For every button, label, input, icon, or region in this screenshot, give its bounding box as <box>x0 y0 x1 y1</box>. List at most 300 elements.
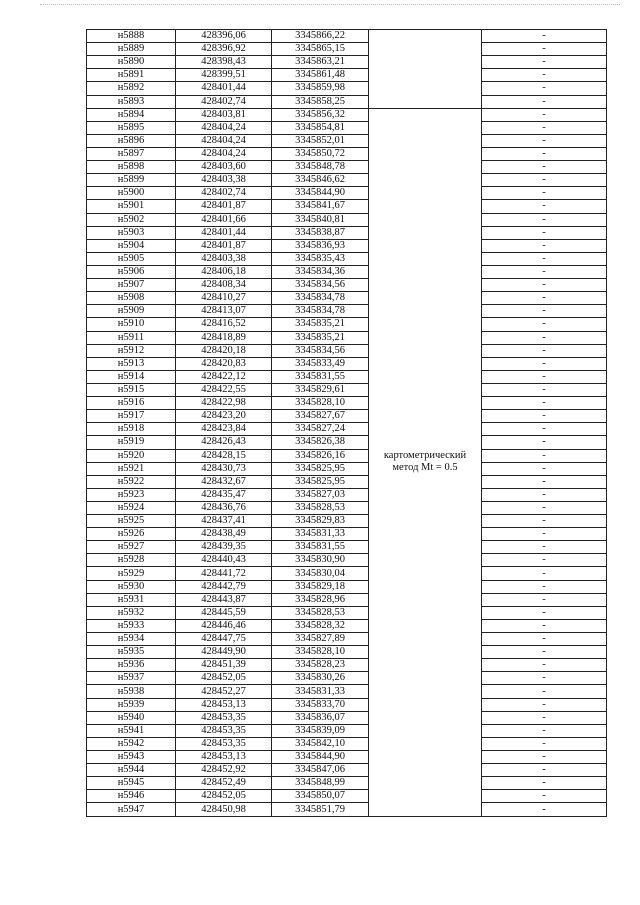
description-cell: - <box>482 698 607 711</box>
table-row <box>87 593 607 606</box>
description-cell: - <box>482 606 607 619</box>
table-row <box>87 43 607 56</box>
description-cell: - <box>482 279 607 292</box>
description-cell: - <box>482 252 607 265</box>
table-row <box>87 213 607 226</box>
description-cell: - <box>482 751 607 764</box>
y-coordinate-cell: 3345844,90 <box>272 751 369 764</box>
description-cell: - <box>482 213 607 226</box>
table-row <box>87 567 607 580</box>
x-coordinate-cell: 428423,84 <box>176 423 272 436</box>
x-coordinate-cell: 428452,05 <box>176 790 272 803</box>
table-row <box>87 475 607 488</box>
point-id-cell: н5933 <box>87 619 176 632</box>
table-row <box>87 737 607 750</box>
y-coordinate-cell: 3345826,38 <box>272 436 369 449</box>
description-cell: - <box>482 488 607 501</box>
y-coordinate-cell: 3345847,06 <box>272 764 369 777</box>
point-id-cell: н5931 <box>87 593 176 606</box>
description-cell: - <box>482 95 607 108</box>
y-coordinate-cell: 3345834,78 <box>272 305 369 318</box>
y-coordinate-cell: 3345825,95 <box>272 462 369 475</box>
point-id-cell: н5941 <box>87 724 176 737</box>
x-coordinate-cell: 428401,66 <box>176 213 272 226</box>
x-coordinate-cell: 428418,89 <box>176 331 272 344</box>
y-coordinate-cell: 3345829,83 <box>272 515 369 528</box>
description-cell: - <box>482 265 607 278</box>
x-coordinate-cell: 428438,49 <box>176 528 272 541</box>
point-id-cell: н5900 <box>87 187 176 200</box>
point-id-cell: н5909 <box>87 305 176 318</box>
y-coordinate-cell: 3345828,53 <box>272 606 369 619</box>
x-coordinate-cell: 428452,49 <box>176 777 272 790</box>
description-cell: - <box>482 108 607 121</box>
table-row <box>87 279 607 292</box>
y-coordinate-cell: 3345834,36 <box>272 265 369 278</box>
y-coordinate-cell: 3345826,16 <box>272 449 369 462</box>
description-cell: - <box>482 737 607 750</box>
y-coordinate-cell: 3345854,81 <box>272 121 369 134</box>
y-coordinate-cell: 3345856,32 <box>272 108 369 121</box>
y-coordinate-cell: 3345844,90 <box>272 187 369 200</box>
description-cell: - <box>482 397 607 410</box>
point-id-cell: н5906 <box>87 265 176 278</box>
x-coordinate-cell: 428416,52 <box>176 318 272 331</box>
table-row <box>87 711 607 724</box>
description-cell: - <box>482 318 607 331</box>
y-coordinate-cell: 3345839,09 <box>272 724 369 737</box>
y-coordinate-cell: 3345825,95 <box>272 475 369 488</box>
table-row <box>87 659 607 672</box>
table-row <box>87 803 607 816</box>
description-cell: - <box>482 423 607 436</box>
point-id-cell: н5927 <box>87 541 176 554</box>
point-id-cell: н5926 <box>87 528 176 541</box>
y-coordinate-cell: 3345859,98 <box>272 82 369 95</box>
point-id-cell: н5911 <box>87 331 176 344</box>
x-coordinate-cell: 428398,43 <box>176 56 272 69</box>
x-coordinate-cell: 428435,47 <box>176 488 272 501</box>
x-coordinate-cell: 428453,35 <box>176 711 272 724</box>
point-id-cell: н5908 <box>87 292 176 305</box>
table-row <box>87 383 607 396</box>
table-row <box>87 619 607 632</box>
description-cell: - <box>482 475 607 488</box>
point-id-cell: н5924 <box>87 501 176 514</box>
description-cell: - <box>482 305 607 318</box>
x-coordinate-cell: 428404,24 <box>176 134 272 147</box>
table-row <box>87 344 607 357</box>
x-coordinate-cell: 428426,43 <box>176 436 272 449</box>
description-cell: - <box>482 69 607 82</box>
description-cell: - <box>482 593 607 606</box>
y-coordinate-cell: 3345828,32 <box>272 619 369 632</box>
x-coordinate-cell: 428396,06 <box>176 30 272 43</box>
x-coordinate-cell: 428453,13 <box>176 751 272 764</box>
point-id-cell: н5893 <box>87 95 176 108</box>
description-cell: - <box>482 344 607 357</box>
x-coordinate-cell: 428453,35 <box>176 737 272 750</box>
y-coordinate-cell: 3345846,62 <box>272 174 369 187</box>
table-row <box>87 252 607 265</box>
description-cell: - <box>482 462 607 475</box>
table-row <box>87 265 607 278</box>
x-coordinate-cell: 428432,67 <box>176 475 272 488</box>
point-id-cell: н5943 <box>87 751 176 764</box>
table-row <box>87 331 607 344</box>
table-row <box>87 226 607 239</box>
x-coordinate-cell: 428453,13 <box>176 698 272 711</box>
point-id-cell: н5947 <box>87 803 176 816</box>
description-cell: - <box>482 685 607 698</box>
point-id-cell: н5890 <box>87 56 176 69</box>
point-id-cell: н5897 <box>87 147 176 160</box>
x-coordinate-cell: 428449,90 <box>176 646 272 659</box>
description-cell: - <box>482 121 607 134</box>
point-id-cell: н5939 <box>87 698 176 711</box>
description-cell: - <box>482 515 607 528</box>
y-coordinate-cell: 3345834,56 <box>272 279 369 292</box>
x-coordinate-cell: 428452,92 <box>176 764 272 777</box>
x-coordinate-cell: 428452,27 <box>176 685 272 698</box>
y-coordinate-cell: 3345828,10 <box>272 646 369 659</box>
description-cell: - <box>482 187 607 200</box>
x-coordinate-cell: 428408,34 <box>176 279 272 292</box>
description-cell: - <box>482 646 607 659</box>
table-row <box>87 672 607 685</box>
description-cell: - <box>482 672 607 685</box>
y-coordinate-cell: 3345838,87 <box>272 226 369 239</box>
point-id-cell: н5913 <box>87 357 176 370</box>
point-id-cell: н5918 <box>87 423 176 436</box>
table-row <box>87 174 607 187</box>
y-coordinate-cell: 3345828,53 <box>272 501 369 514</box>
method-cell <box>369 108 482 816</box>
table-row <box>87 606 607 619</box>
description-cell: - <box>482 43 607 56</box>
point-id-cell: н5929 <box>87 567 176 580</box>
y-coordinate-cell: 3345850,07 <box>272 790 369 803</box>
x-coordinate-cell: 428423,20 <box>176 410 272 423</box>
point-id-cell: н5903 <box>87 226 176 239</box>
x-coordinate-cell: 428437,41 <box>176 515 272 528</box>
x-coordinate-cell: 428447,75 <box>176 633 272 646</box>
y-coordinate-cell: 3345833,49 <box>272 357 369 370</box>
point-id-cell: н5899 <box>87 174 176 187</box>
x-coordinate-cell: 428401,44 <box>176 226 272 239</box>
y-coordinate-cell: 3345863,21 <box>272 56 369 69</box>
y-coordinate-cell: 3345848,99 <box>272 777 369 790</box>
y-coordinate-cell: 3345828,23 <box>272 659 369 672</box>
description-cell: - <box>482 331 607 344</box>
description-cell: - <box>482 56 607 69</box>
y-coordinate-cell: 3345865,15 <box>272 43 369 56</box>
y-coordinate-cell: 3345840,81 <box>272 213 369 226</box>
table-row <box>87 698 607 711</box>
description-cell: - <box>482 777 607 790</box>
x-coordinate-cell: 428399,51 <box>176 69 272 82</box>
y-coordinate-cell: 3345831,33 <box>272 528 369 541</box>
description-cell: - <box>482 580 607 593</box>
table-row <box>87 305 607 318</box>
description-cell: - <box>482 764 607 777</box>
y-coordinate-cell: 3345858,25 <box>272 95 369 108</box>
table-row <box>87 751 607 764</box>
description-cell: - <box>482 501 607 514</box>
table-row <box>87 790 607 803</box>
point-id-cell: н5896 <box>87 134 176 147</box>
y-coordinate-cell: 3345836,07 <box>272 711 369 724</box>
point-id-cell: н5912 <box>87 344 176 357</box>
point-id-cell: н5919 <box>87 436 176 449</box>
point-id-cell: н5922 <box>87 475 176 488</box>
table-row <box>87 95 607 108</box>
coordinates-table <box>86 29 607 817</box>
x-coordinate-cell: 428403,81 <box>176 108 272 121</box>
x-coordinate-cell: 428422,55 <box>176 383 272 396</box>
description-cell: - <box>482 619 607 632</box>
description-cell: - <box>482 436 607 449</box>
x-coordinate-cell: 428441,72 <box>176 567 272 580</box>
point-id-cell: н5937 <box>87 672 176 685</box>
point-id-cell: н5946 <box>87 790 176 803</box>
table-row <box>87 488 607 501</box>
x-coordinate-cell: 428445,59 <box>176 606 272 619</box>
x-coordinate-cell: 428396,92 <box>176 43 272 56</box>
point-id-cell: н5925 <box>87 515 176 528</box>
x-coordinate-cell: 428413,07 <box>176 305 272 318</box>
description-cell: - <box>482 554 607 567</box>
x-coordinate-cell: 428401,87 <box>176 200 272 213</box>
description-cell: - <box>482 82 607 95</box>
point-id-cell: н5902 <box>87 213 176 226</box>
x-coordinate-cell: 428403,38 <box>176 174 272 187</box>
x-coordinate-cell: 428402,74 <box>176 187 272 200</box>
point-id-cell: н5898 <box>87 161 176 174</box>
point-id-cell: н5888 <box>87 30 176 43</box>
point-id-cell: н5905 <box>87 252 176 265</box>
table-row <box>87 777 607 790</box>
point-id-cell: н5920 <box>87 449 176 462</box>
description-cell: - <box>482 370 607 383</box>
x-coordinate-cell: 428404,24 <box>176 147 272 160</box>
table-row <box>87 370 607 383</box>
y-coordinate-cell: 3345835,21 <box>272 318 369 331</box>
table-row <box>87 724 607 737</box>
description-cell: - <box>482 567 607 580</box>
description-cell: - <box>482 724 607 737</box>
description-cell: - <box>482 226 607 239</box>
x-coordinate-cell: 428428,15 <box>176 449 272 462</box>
y-coordinate-cell: 3345830,90 <box>272 554 369 567</box>
x-coordinate-cell: 428401,44 <box>176 82 272 95</box>
x-coordinate-cell: 428403,60 <box>176 161 272 174</box>
x-coordinate-cell: 428404,24 <box>176 121 272 134</box>
point-id-cell: н5923 <box>87 488 176 501</box>
y-coordinate-cell: 3345830,04 <box>272 567 369 580</box>
coordinates-table-body <box>87 30 607 817</box>
x-coordinate-cell: 428420,83 <box>176 357 272 370</box>
table-row <box>87 318 607 331</box>
table-row <box>87 515 607 528</box>
table-row <box>87 423 607 436</box>
point-id-cell: н5935 <box>87 646 176 659</box>
description-cell: - <box>482 200 607 213</box>
table-row <box>87 528 607 541</box>
y-coordinate-cell: 3345831,33 <box>272 685 369 698</box>
point-id-cell: н5928 <box>87 554 176 567</box>
x-coordinate-cell: 428451,39 <box>176 659 272 672</box>
point-id-cell: н5904 <box>87 239 176 252</box>
method-label-line1: картометрический <box>383 450 467 462</box>
y-coordinate-cell: 3345827,24 <box>272 423 369 436</box>
table-row <box>87 134 607 147</box>
y-coordinate-cell: 3345848,78 <box>272 161 369 174</box>
x-coordinate-cell: 428442,79 <box>176 580 272 593</box>
y-coordinate-cell: 3345831,55 <box>272 541 369 554</box>
table-row <box>87 449 607 462</box>
y-coordinate-cell: 3345829,18 <box>272 580 369 593</box>
description-cell: - <box>482 357 607 370</box>
x-coordinate-cell: 428453,35 <box>176 724 272 737</box>
y-coordinate-cell: 3345841,67 <box>272 200 369 213</box>
point-id-cell: н5910 <box>87 318 176 331</box>
y-coordinate-cell: 3345836,93 <box>272 239 369 252</box>
table-row <box>87 200 607 213</box>
point-id-cell: н5932 <box>87 606 176 619</box>
point-id-cell: н5930 <box>87 580 176 593</box>
method-cell-empty <box>369 30 482 109</box>
description-cell: - <box>482 30 607 43</box>
x-coordinate-cell: 428440,43 <box>176 554 272 567</box>
table-row <box>87 121 607 134</box>
description-cell: - <box>482 449 607 462</box>
table-row <box>87 462 607 475</box>
x-coordinate-cell: 428446,46 <box>176 619 272 632</box>
y-coordinate-cell: 3345851,79 <box>272 803 369 816</box>
y-coordinate-cell: 3345866,22 <box>272 30 369 43</box>
y-coordinate-cell: 3345829,61 <box>272 383 369 396</box>
table-row <box>87 239 607 252</box>
description-cell: - <box>482 410 607 423</box>
x-coordinate-cell: 428450,98 <box>176 803 272 816</box>
x-coordinate-cell: 428410,27 <box>176 292 272 305</box>
y-coordinate-cell: 3345852,01 <box>272 134 369 147</box>
y-coordinate-cell: 3345850,72 <box>272 147 369 160</box>
x-coordinate-cell: 428436,76 <box>176 501 272 514</box>
y-coordinate-cell: 3345835,21 <box>272 331 369 344</box>
point-id-cell: н5892 <box>87 82 176 95</box>
description-cell: - <box>482 803 607 816</box>
x-coordinate-cell: 428439,35 <box>176 541 272 554</box>
point-id-cell: н5936 <box>87 659 176 672</box>
table-row <box>87 30 607 43</box>
description-cell: - <box>482 528 607 541</box>
x-coordinate-cell: 428430,73 <box>176 462 272 475</box>
x-coordinate-cell: 428402,74 <box>176 95 272 108</box>
table-row <box>87 82 607 95</box>
y-coordinate-cell: 3345834,56 <box>272 344 369 357</box>
table-row <box>87 187 607 200</box>
point-id-cell: н5914 <box>87 370 176 383</box>
y-coordinate-cell: 3345831,55 <box>272 370 369 383</box>
y-coordinate-cell: 3345828,10 <box>272 397 369 410</box>
table-row <box>87 685 607 698</box>
point-id-cell: н5938 <box>87 685 176 698</box>
x-coordinate-cell: 428403,38 <box>176 252 272 265</box>
point-id-cell: н5916 <box>87 397 176 410</box>
table-row <box>87 108 607 121</box>
method-label-line2: метод Mt = 0.5 <box>392 462 458 474</box>
point-id-cell: н5942 <box>87 737 176 750</box>
table-row <box>87 501 607 514</box>
description-cell: - <box>482 790 607 803</box>
x-coordinate-cell: 428406,18 <box>176 265 272 278</box>
page-top-marks <box>40 4 620 11</box>
table-row <box>87 161 607 174</box>
x-coordinate-cell: 428401,87 <box>176 239 272 252</box>
y-coordinate-cell: 3345828,96 <box>272 593 369 606</box>
description-cell: - <box>482 239 607 252</box>
point-id-cell: н5895 <box>87 121 176 134</box>
point-id-cell: н5894 <box>87 108 176 121</box>
table-row <box>87 147 607 160</box>
table-row <box>87 580 607 593</box>
point-id-cell: н5901 <box>87 200 176 213</box>
table-row <box>87 646 607 659</box>
y-coordinate-cell: 3345842,10 <box>272 737 369 750</box>
table-row <box>87 357 607 370</box>
description-cell: - <box>482 659 607 672</box>
x-coordinate-cell: 428422,12 <box>176 370 272 383</box>
y-coordinate-cell: 3345830,26 <box>272 672 369 685</box>
description-cell: - <box>482 383 607 396</box>
description-cell: - <box>482 633 607 646</box>
y-coordinate-cell: 3345835,43 <box>272 252 369 265</box>
table-row <box>87 541 607 554</box>
point-id-cell: н5907 <box>87 279 176 292</box>
point-id-cell: н5940 <box>87 711 176 724</box>
description-cell: - <box>482 134 607 147</box>
x-coordinate-cell: 428443,87 <box>176 593 272 606</box>
table-row <box>87 554 607 567</box>
point-id-cell: н5917 <box>87 410 176 423</box>
table-row <box>87 436 607 449</box>
point-id-cell: н5915 <box>87 383 176 396</box>
x-coordinate-cell: 428452,05 <box>176 672 272 685</box>
table-row <box>87 397 607 410</box>
y-coordinate-cell: 3345861,48 <box>272 69 369 82</box>
description-cell: - <box>482 161 607 174</box>
description-cell: - <box>482 541 607 554</box>
point-id-cell: н5945 <box>87 777 176 790</box>
description-cell: - <box>482 711 607 724</box>
x-coordinate-cell: 428422,98 <box>176 397 272 410</box>
description-cell: - <box>482 174 607 187</box>
point-id-cell: н5889 <box>87 43 176 56</box>
point-id-cell: н5921 <box>87 462 176 475</box>
y-coordinate-cell: 3345834,78 <box>272 292 369 305</box>
description-cell: - <box>482 292 607 305</box>
point-id-cell: н5934 <box>87 633 176 646</box>
table-row <box>87 292 607 305</box>
point-id-cell: н5944 <box>87 764 176 777</box>
y-coordinate-cell: 3345827,03 <box>272 488 369 501</box>
table-row <box>87 764 607 777</box>
y-coordinate-cell: 3345827,67 <box>272 410 369 423</box>
y-coordinate-cell: 3345827,89 <box>272 633 369 646</box>
y-coordinate-cell: 3345833,70 <box>272 698 369 711</box>
